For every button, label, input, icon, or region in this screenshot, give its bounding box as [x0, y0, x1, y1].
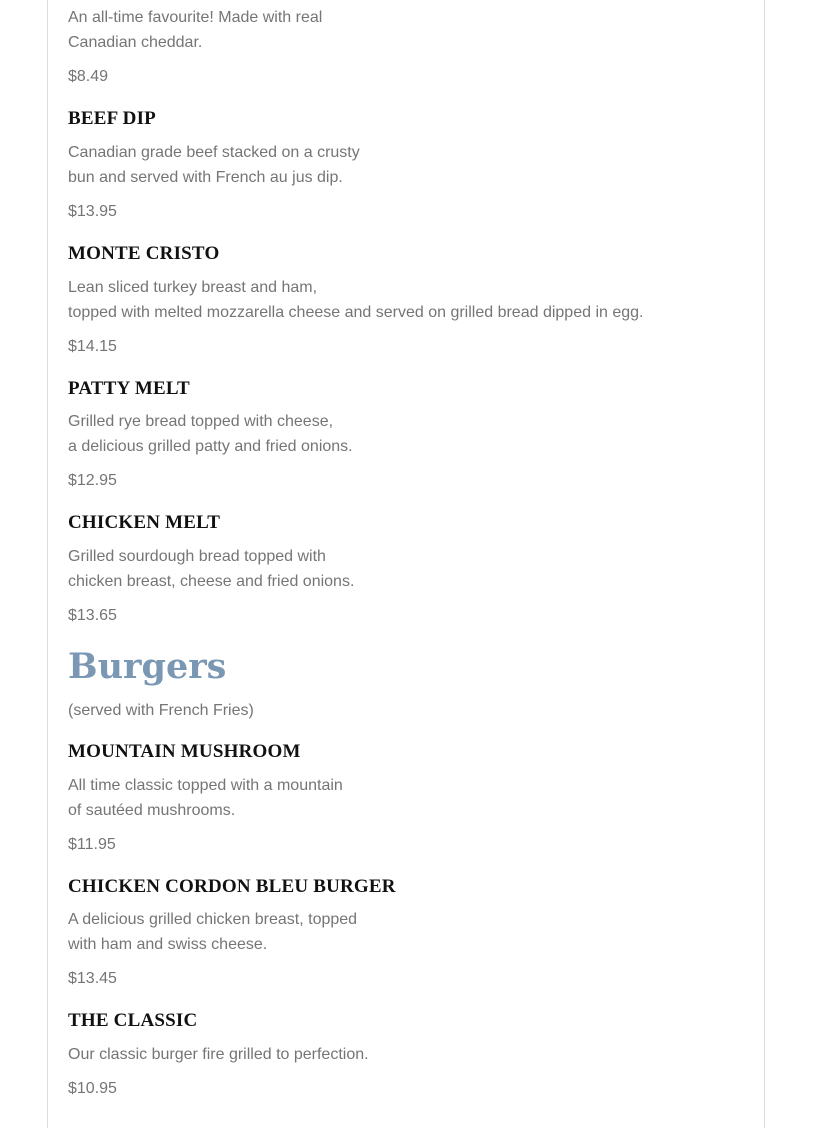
item-name: BEEF DIP — [68, 108, 156, 129]
item-price: $10.95 — [68, 1080, 117, 1097]
item-name: MOUNTAIN MUSHROOM — [68, 741, 301, 762]
item-name: PATTY MELT — [68, 378, 190, 399]
item-description-line: Grilled sourdough bread topped with — [68, 548, 326, 565]
item-price: $8.49 — [68, 68, 109, 85]
item-description-line: An all-time favourite! Made with real — [68, 9, 323, 26]
item-description-line: Grilled rye bread topped with cheese, — [68, 413, 334, 430]
item-description-line: Lean sliced turkey breast and ham, — [68, 279, 318, 296]
item-description-line: A delicious grilled chicken breast, topped — [68, 911, 358, 928]
item-description-line: Our classic burger fire grilled to perfection. — [68, 1046, 369, 1063]
item-description — [68, 544, 354, 594]
item-description-line: chicken breast, cheese and fried onions. — [68, 573, 355, 590]
item-price: $13.95 — [68, 203, 117, 220]
item-name: THE CLASSIC — [68, 1010, 198, 1031]
menu-card — [47, 0, 765, 1128]
item-name: CHICKEN CORDON BLEU BURGER — [68, 876, 396, 897]
item-description-line: a delicious grilled patty and fried onions. — [68, 438, 353, 455]
item-name: MONTE CRISTO — [68, 243, 220, 264]
section-title-burgers: Burgers — [68, 646, 227, 687]
item-description-line: bun and served with French au jus dip. — [68, 169, 343, 186]
item-description — [68, 773, 343, 823]
item-description-line: with ham and swiss cheese. — [68, 936, 268, 953]
item-description — [68, 5, 322, 55]
item-description — [68, 409, 353, 459]
item-description-line: of sautéed mushrooms. — [68, 802, 236, 819]
item-description — [68, 1042, 369, 1067]
item-description — [68, 140, 360, 190]
item-description-line: Canadian cheddar. — [68, 34, 203, 51]
item-price: $12.95 — [68, 472, 117, 489]
item-price: $13.65 — [68, 607, 117, 624]
item-description-line: Canadian grade beef stacked on a crusty — [68, 144, 360, 161]
item-description-line: topped with melted mozzarella cheese and served on grilled bread dipped in egg. — [68, 304, 644, 321]
item-description — [68, 907, 357, 957]
item-price: $14.15 — [68, 338, 117, 355]
section-subtitle: (served with French Fries) — [68, 702, 254, 719]
item-description — [68, 275, 643, 325]
item-price: $13.45 — [68, 970, 117, 987]
item-name: CHICKEN MELT — [68, 512, 221, 533]
item-description-line: All time classic topped with a mountain — [68, 777, 343, 794]
item-price: $11.95 — [68, 836, 116, 853]
